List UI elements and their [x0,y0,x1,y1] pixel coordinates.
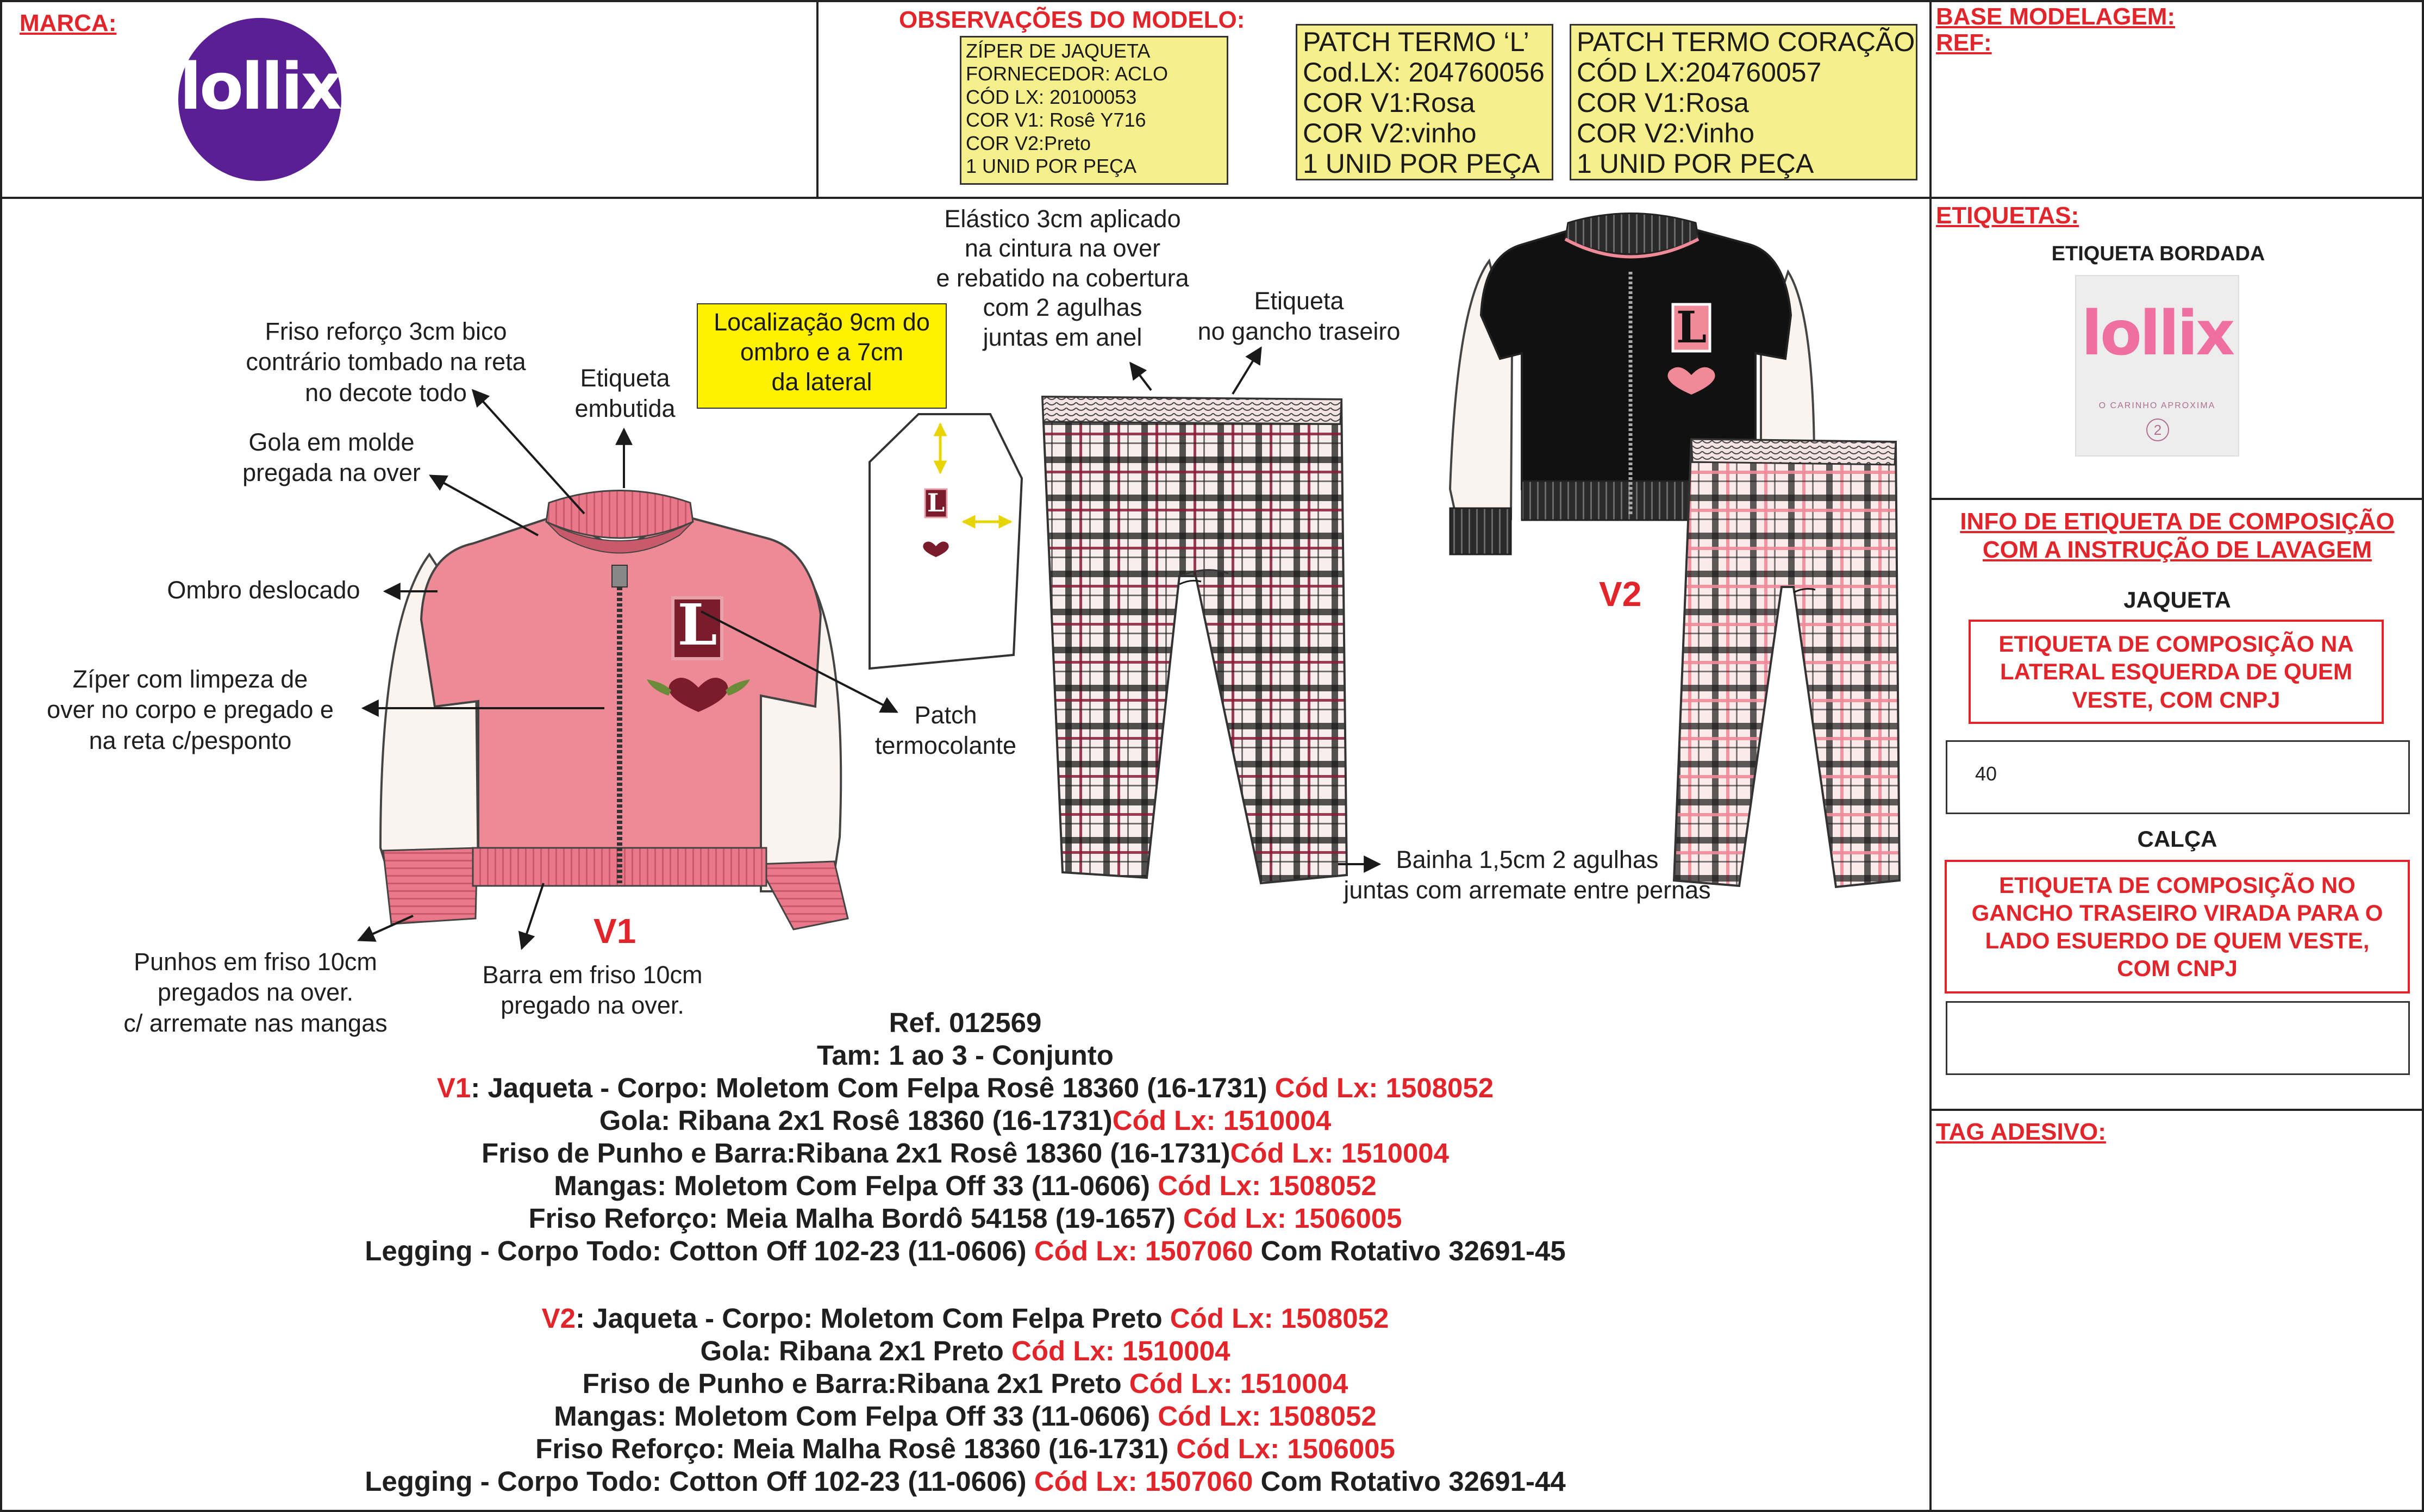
spec-code: Cód Lx: 1507060 [1034,1466,1253,1497]
v1-jacket-drawing [380,491,848,930]
annotation-etiqueta-gancho [1179,286,1419,347]
zipper-note [960,36,1228,185]
jacket-composition-label: ETIQUETA DE COMPOSIÇÃO NA LATERAL ESQUERDA DE QUEM VESTE, COM CNPJ [1969,620,2384,724]
spec-code: Cód Lx: 1510004 [1112,1105,1332,1136]
spec-tam: Tam: 1 ao 3 - Conjunto [817,1040,1114,1071]
spec-post: Com Rotativo 32691-45 [1253,1235,1566,1266]
spec-text: Gola: Ribana 2x1 Preto [700,1335,1011,1366]
annotation-line: juntas em anel [983,323,1142,351]
spec-v2-line [0,1402,1931,1430]
patch-l-note-line: COR V2:vinho [1303,118,1477,148]
annotation-line: Punhos em friso 10cm [134,948,377,976]
annotation-line: Etiqueta [580,364,670,392]
annotation-line: Etiqueta [1254,287,1344,315]
tag-logo-text: lollix [2081,298,2233,369]
spec-ref: Ref. 012569 [889,1007,1042,1038]
spec-v2-line [0,1304,1931,1332]
spec-code: Cód Lx: 1510004 [1011,1335,1230,1366]
spec-code: Cód Lx: 1510004 [1129,1368,1348,1399]
annotation-line: Elástico 3cm aplicado [944,205,1181,233]
patch-l-note-line: COR V1:Rosa [1303,88,1475,118]
etiquetas-label: ETIQUETAS: [1936,202,2079,229]
tag-tagline: O CARINHO APROXIMA [2098,401,2216,410]
annotation-line: no decote todo [305,378,467,407]
spec-text: Gola: Ribana 2x1 Rosê 18360 (16-1731) [599,1105,1113,1136]
annotation-line: com 2 agulhas [983,293,1142,322]
annotation-ombro [147,575,380,605]
annotation-line: juntas com arremate entre pernas [1344,876,1711,904]
annotation-bainha [1315,845,1739,906]
ref-label: REF: [1936,29,1992,56]
annotation-line: na reta c/pesponto [89,726,292,754]
annotation-line: c/ arremate nas mangas [123,1009,388,1037]
zipper-note-line: 1 UNID POR PEÇA [966,155,1137,178]
composition-info-title: INFO DE ETIQUETA DE COMPOSIÇÃO COM A INSTRUÇÃO DE LAVAGEM [1960,508,2395,563]
annotation-line: Bainha 1,5cm 2 agulhas [1396,846,1659,873]
spec-text: Mangas: Moletom Com Felpa Off 33 (11-0606) [554,1170,1158,1201]
annotation-line: no gancho traseiro [1197,317,1401,346]
annotation-line: contrário tombado na reta [246,348,526,376]
annotation-line: ombro e a 7cm [740,338,904,366]
zipper-note-line: FORNECEDOR: ACLO [966,63,1169,85]
spec-v1-line [0,1107,1931,1134]
v2-variant-label: V2 [1599,574,1642,614]
pants-composition-label: ETIQUETA DE COMPOSIÇÃO NO GANCHO TRASEIRO VIRADA PARA O LADO ESUERDO DE QUEM VESTE, COM CNPJ [1945,860,2410,994]
patch-l-note [1296,24,1553,180]
tag-adesivo-label: TAG ADESIVO: [1936,1119,2106,1145]
spec-variant-tag: V1 [436,1072,471,1103]
annotation-line: Patch [914,701,977,729]
spec-code: Cód Lx: 1508052 [1158,1401,1377,1432]
v1-patch-letter: L [677,591,717,658]
spec-v2-line [0,1337,1931,1365]
annotation-line: Gola em molde [248,428,415,456]
spec-text: Mangas: Moletom Com Felpa Off 33 (11-0606) [554,1401,1158,1432]
cut-piece-patch-letter: L [927,488,945,517]
embroidered-tag [2075,275,2239,457]
spec-text: : Jaqueta - Corpo: Moletom Com Felpa Preto [576,1303,1170,1334]
spec-text: Friso de Punho e Barra:Ribana 2x1 Rosê 18360 (16-1731) [481,1138,1230,1169]
spec-v1-line [0,1204,1931,1232]
spec-code: Cód Lx: 1510004 [1230,1138,1450,1169]
zipper-note-line: COR V2:Preto [966,132,1091,154]
calca-title: CALÇA [2137,826,2217,852]
base-modelagem-label: BASE MODELAGEM: [1936,3,2175,30]
spec-variant-tag: V2 [541,1303,576,1334]
spec-text: Friso Reforço: Meia Malha Bordô 54158 (19-1657) [528,1203,1184,1234]
v2-pants-drawing [1674,439,1900,887]
annotation-ziper [22,664,359,756]
spec-code: Cód Lx: 1506005 [1176,1433,1395,1464]
tag-size: 2 [2146,418,2169,441]
observacoes-label: OBSERVAÇÕES DO MODELO: [899,7,1245,33]
annotation-friso-reforco [207,316,565,408]
annotation-line: termocolante [874,732,1017,760]
spec-code: Cód Lx: 1508052 [1158,1170,1377,1201]
spec-v1-line [0,1237,1931,1265]
spec-v2-line [0,1467,1931,1495]
spec-text: Friso Reforço: Meia Malha Rosê 18360 (16-1731) [535,1433,1177,1464]
jaqueta-title: JAQUETA [2123,587,2231,613]
annotation-line: Zíper com limpeza de [72,665,308,693]
v1-variant-label: V1 [593,911,636,951]
spec-text: Friso de Punho e Barra:Ribana 2x1 Preto [582,1368,1129,1399]
zipper-note-line: ZÍPER DE JAQUETA [966,40,1151,62]
patch-l-note-line: PATCH TERMO ‘L’ [1303,27,1529,57]
v2-patch-letter: L [1676,302,1707,353]
jacket-care-icons [1946,740,2410,814]
spec-post: Com Rotativo 32691-44 [1253,1466,1566,1497]
spec-text: Legging - Corpo Todo: Cotton Off 102-23 (11-0606) [365,1466,1034,1497]
spec-v2-line [0,1435,1931,1463]
annotation-line: Barra em friso 10cm [482,961,703,989]
annotation-line: e rebatido na cobertura [936,264,1189,292]
patch-heart-note-line: CÓD LX:204760057 [1577,57,1822,88]
annotation-line: pregado na over. [501,991,684,1020]
patch-heart-note-line: COR V1:Rosa [1577,88,1749,118]
annotation-line: Ombro deslocado [167,576,360,604]
annotation-line: pregada na over [242,459,421,487]
v1-pants-drawing [1042,397,1347,883]
marca-label: MARCA: [20,10,117,36]
spec-v1-line [0,1172,1931,1199]
patch-heart-note-line: PATCH TERMO CORAÇÃO [1577,27,1915,57]
wash-temp-label: 40 [1975,763,1997,785]
patch-heart-note-line: COR V2:Vinho [1577,118,1755,148]
spec-v1-line [0,1139,1931,1167]
annotation-line: na cintura na over [964,234,1161,263]
spec-code: Cód Lx: 1508052 [1275,1072,1494,1103]
annotation-etiqueta-embutida [549,363,701,424]
etiqueta-bordada-label: ETIQUETA BORDADA [2051,242,2265,265]
patch-l-note-line: Cod.LX: 204760056 [1303,57,1545,88]
spec-code: Cód Lx: 1506005 [1183,1203,1402,1234]
zipper-note-line: COR V1: Rosê Y716 [966,109,1146,132]
annotation-line: Localização 9cm do [714,308,930,336]
patch-heart-note-line: 1 UNID POR PEÇA [1577,148,1814,179]
annotation-gola [217,427,446,489]
pants-care-icons [1946,1001,2410,1075]
patch-l-note-line: 1 UNID POR PEÇA [1303,148,1540,179]
spec-v2-line [0,1370,1931,1397]
spec-code: Cód Lx: 1507060 [1034,1235,1253,1266]
spec-code: Cód Lx: 1508052 [1170,1303,1389,1334]
spec-v1-line [0,1074,1931,1102]
spec-text: Legging - Corpo Todo: Cotton Off 102-23 (11-0606) [365,1235,1034,1266]
cut-piece-drawing [870,414,1022,668]
spec-text: : Jaqueta - Corpo: Moletom Com Felpa Rosê 18360 (16-1731) [471,1072,1275,1103]
annotation-line: pregados na over. [157,978,354,1007]
patch-heart-note [1570,24,1917,180]
annotation-line: Friso reforço 3cm bico [265,317,507,345]
annotation-line: da lateral [771,367,872,396]
annotation-patch [853,700,1038,761]
annotation-elastico [897,204,1228,352]
annotation-line: over no corpo e pregado e [47,696,334,724]
brand-logo-text: lollix [179,49,340,124]
annotation-line: embutida [574,395,676,423]
zipper-note-line: CÓD LX: 20100053 [966,85,1137,108]
